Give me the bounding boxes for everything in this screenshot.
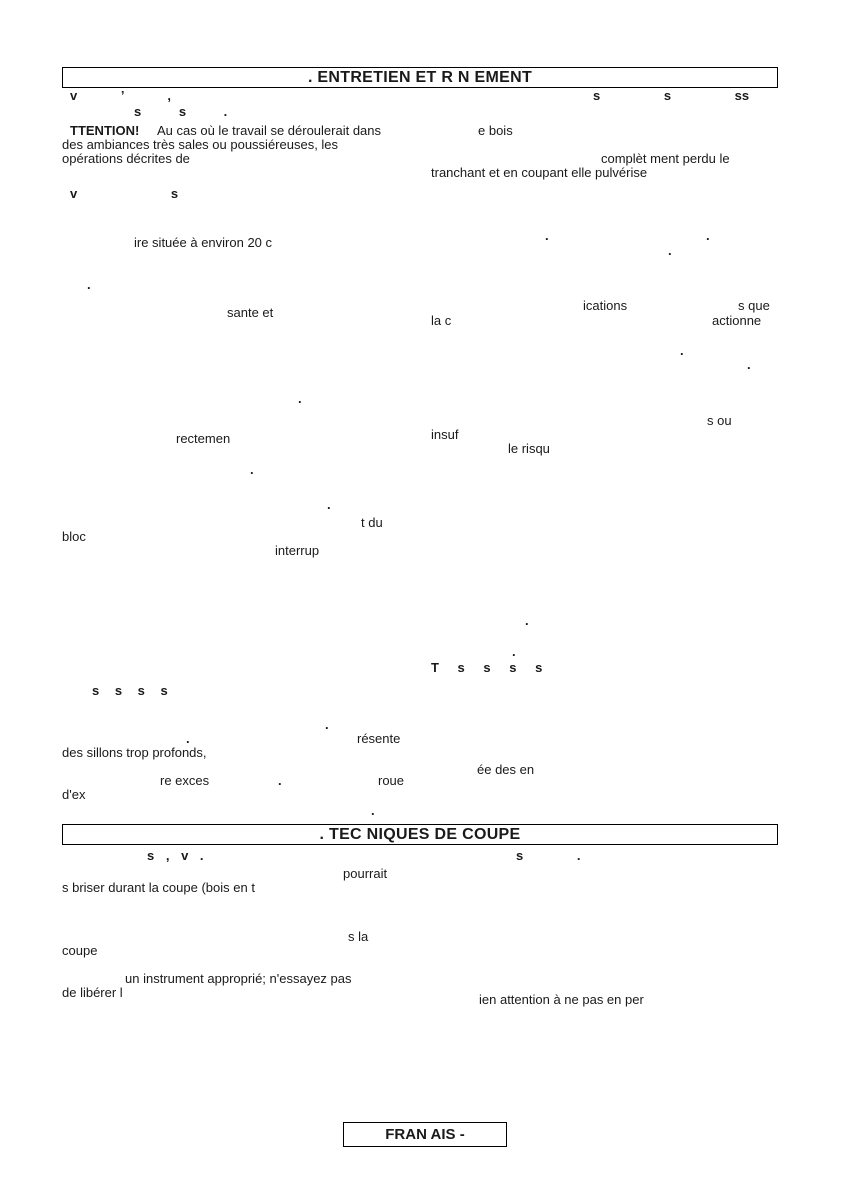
entretien-right-line-5: . xyxy=(706,228,710,243)
entretien-right-line-2: complèt ment perdu le xyxy=(601,151,730,166)
entretien-left-line-7: ire située à environ 20 c xyxy=(134,235,273,250)
entretien-right-line-10: actionne xyxy=(712,313,762,328)
techniques-left-line-6: de libérer l xyxy=(62,985,123,1000)
entretien-right-line-0: s s ss xyxy=(593,88,750,103)
entretien-left-line-21: des sillons trop profonds, xyxy=(62,745,207,760)
entretien-right-line-18: T s s s s xyxy=(431,660,543,675)
entretien-left-line-3: Au cas où le travail se déroulerait dans xyxy=(157,123,382,138)
entretien-right-line-1: e bois xyxy=(478,123,513,138)
section-header-entretien xyxy=(62,67,778,88)
entretien-left-line-9: sante et xyxy=(227,305,274,320)
techniques-left-line-5: un instrument approprié; n'essayez pas xyxy=(125,971,352,986)
entretien-right-line-11: . xyxy=(680,343,684,358)
entretien-left-line-15: bloc xyxy=(62,529,86,544)
entretien-left-line-20: résente xyxy=(357,731,401,746)
entretien-left-line-8: . xyxy=(87,277,91,292)
footer-label: FRAN AIS - xyxy=(385,1126,465,1143)
entretien-right-line-17: . xyxy=(512,644,516,659)
entretien-left-line-4: des ambiances très sales ou poussiéreuses, les xyxy=(62,137,339,152)
attention-label: TTENTION! xyxy=(70,123,140,138)
entretien-right-line-19: ée des en xyxy=(477,762,535,777)
techniques-left-line-0: s , v . xyxy=(147,848,204,863)
techniques-left-line-1: pourrait xyxy=(343,866,388,881)
entretien-right-line-8: s que xyxy=(738,298,770,313)
entretien-left-line-5: opérations décrites de xyxy=(62,151,190,166)
entretien-left-line-25: d'ex xyxy=(62,787,86,802)
entretien-right-line-4: . xyxy=(545,228,549,243)
entretien-left-line-19: . xyxy=(186,731,190,746)
entretien-left-line-16: interrup xyxy=(275,543,320,558)
entretien-left-line-10: . xyxy=(298,391,302,406)
techniques-left-line-3: s la xyxy=(348,929,369,944)
entretien-left-line-26: . xyxy=(371,803,375,818)
techniques-left-line-4: coupe xyxy=(62,943,98,958)
entretien-left-line-1: s s . xyxy=(134,104,228,119)
section-title-entretien: . ENTRETIEN ET R N EMENT xyxy=(307,69,533,86)
entretien-left-line-6: v s xyxy=(70,186,179,201)
techniques-left-line-2: s briser durant la coupe (bois en t xyxy=(62,880,255,895)
entretien-right-line-9: la c xyxy=(431,313,452,328)
entretien-right-line-6: . xyxy=(668,243,672,258)
entretien-right-line-12: . xyxy=(747,357,751,372)
entretien-left-line-12: . xyxy=(250,462,254,477)
techniques-right-line-0: s . xyxy=(516,848,581,863)
entretien-left-line-11: rectemen xyxy=(176,431,231,446)
entretien-left-line-0: v ’ , xyxy=(70,88,171,103)
entretien-right-line-14: insuf xyxy=(431,427,459,442)
page-footer-language xyxy=(343,1122,507,1147)
entretien-left-line-18: . xyxy=(325,717,329,732)
entretien-left-line-24: roue xyxy=(378,773,405,788)
entretien-left-line-22: re exces xyxy=(160,773,210,788)
entretien-left-line-23: . xyxy=(278,773,282,788)
entretien-right-line-16: . xyxy=(525,613,529,628)
techniques-right-line-1: ien attention à ne pas en per xyxy=(479,992,644,1007)
entretien-left-line-17: s s s s xyxy=(92,683,168,698)
entretien-right-line-3: tranchant et en coupant elle pulvérise xyxy=(431,165,648,180)
entretien-right-line-15: le risqu xyxy=(508,441,550,456)
entretien-left-line-13: . xyxy=(327,497,331,512)
entretien-right-line-13: s ou xyxy=(707,413,732,428)
entretien-left-line-14: t du xyxy=(361,515,383,530)
entretien-right-line-7: ications xyxy=(583,298,628,313)
section-header-techniques xyxy=(62,824,778,845)
section-title-techniques: . TEC NIQUES DE COUPE xyxy=(319,826,521,843)
